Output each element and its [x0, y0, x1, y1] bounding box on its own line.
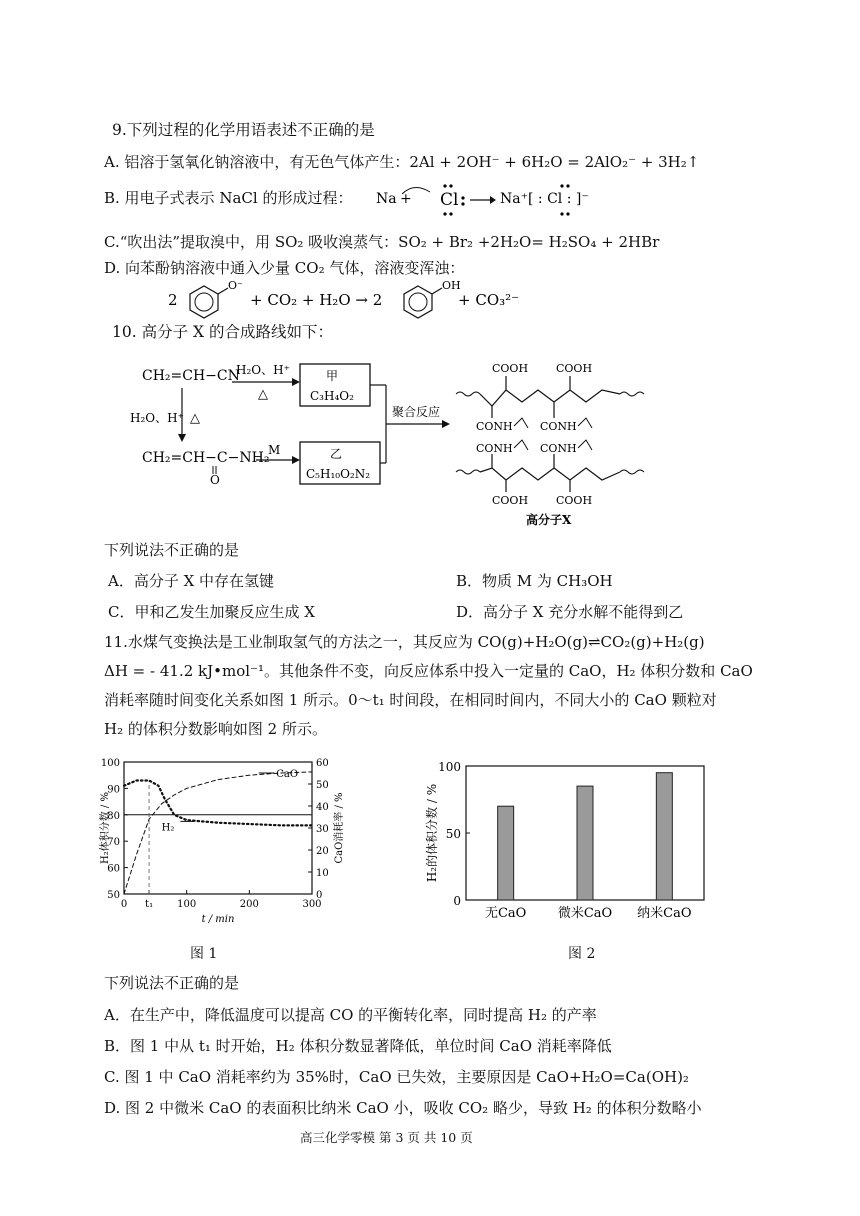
q9-option-a: A. 铝溶于氢氧化钠溶液中，有无色气体产生：2Al + 2OH⁻ + 6H₂O = 2AlO₂⁻ + 3H₂↑ — [104, 153, 700, 171]
q9-stem: 9.下列过程的化学用语表述不正确的是 — [112, 121, 375, 139]
q10-option-d: D．高分子 X 充分水解不能得到乙 — [456, 603, 684, 621]
q11-option-d: D. 图 2 中微米 CaO 的表面积比纳米 CaO 小，吸收 CO₂ 略少，导致 H₂ 的体积分数略小 — [104, 1099, 702, 1117]
q11-option-a: A．在生产中，降低温度可以提高 CO 的平衡转化率，同时提高 H₂ 的产率 — [104, 1006, 597, 1024]
q10-option-a: A．高分子 X 中存在氢键 — [108, 572, 275, 590]
nacl-electron-formula — [370, 176, 630, 220]
svg-text:CONH: CONH — [476, 420, 513, 433]
y-tick-label: 50 — [107, 890, 120, 901]
svg-text:+ CO₂ + H₂O → 2: + CO₂ + H₂O → 2 — [250, 291, 383, 309]
category-label: 纳米CaO — [637, 906, 692, 921]
q11-line-4: H₂ 的体积分数影响如图 2 所示。 — [104, 720, 327, 738]
y-tick-label: 100 — [438, 760, 461, 774]
y-axis-label: H₂的体积分数 / % — [425, 783, 439, 883]
svg-text:△: △ — [190, 411, 200, 426]
y-tick-label: 100 — [100, 758, 120, 769]
polymer-x-structure — [456, 362, 644, 507]
page-footer: 高三化学零模 第 3 页 共 10 页 — [300, 1130, 473, 1145]
q11-option-b: B．图 1 中从 t₁ 时开始，H₂ 体积分数显著降低，单位时间 CaO 消耗率降低 — [104, 1037, 612, 1055]
y-tick-label: 90 — [107, 784, 120, 796]
figure-2-chart — [418, 752, 718, 932]
q10-option-c: C．甲和乙发生加聚反应生成 X — [108, 603, 315, 621]
svg-text:甲: 甲 — [326, 369, 339, 383]
y-tick-label: 0 — [453, 894, 461, 908]
x-tick-label: 300 — [302, 899, 322, 910]
figure-1-chart — [96, 748, 356, 938]
polymer-x-label: 高分子X — [526, 513, 572, 527]
series-line-cao — [124, 772, 312, 894]
y2-tick-label: 40 — [316, 802, 329, 813]
y-tick-label: 50 — [445, 827, 461, 841]
svg-text:COOH: COOH — [556, 362, 593, 375]
synthesis-scheme — [130, 350, 730, 530]
figure-1-caption: 图 1 — [190, 946, 218, 962]
svg-text:+ CO₃²⁻: + CO₃²⁻ — [458, 291, 520, 309]
y2-axis-label: CaO消耗率 / % — [334, 792, 345, 864]
benzene-ring-1 — [190, 286, 218, 318]
acrylonitrile: CH₂=CH−CN — [142, 368, 240, 384]
acrylamide: CH₂=CH−C−NH₂ — [142, 450, 270, 466]
q11-line-3: 消耗率随时间变化关系如图 1 所示。0～t₁ 时间段，在相同时间内，不同大小的 CaO 颗粒对 — [104, 691, 717, 709]
h2-legend-label: H₂ — [161, 822, 175, 834]
cl-symbol: Cl — [440, 190, 459, 210]
svg-text:COOH: COOH — [556, 494, 593, 507]
svg-text:OH: OH — [442, 279, 461, 292]
phenol-equation — [160, 276, 540, 322]
svg-text:O⁻: O⁻ — [228, 279, 243, 292]
svg-text:H₂O、H⁺: H₂O、H⁺ — [236, 363, 290, 377]
y-axis-label: H₂体积分数 / % — [100, 792, 111, 864]
svg-text:CONH: CONH — [476, 442, 513, 455]
x-axis-label: t / min — [201, 914, 235, 925]
y2-tick-label: 30 — [316, 824, 329, 835]
q11-line-2: ΔH = - 41.2 kJ•mol⁻¹。其他条件不变，向反应体系中投入一定量的 CaO，H₂ 体积分数和 CaO — [104, 662, 753, 680]
x-tick-label: 100 — [177, 899, 197, 910]
polymerization-label: 聚合反应 — [392, 405, 441, 419]
x-tick-label: 200 — [239, 899, 259, 910]
x-tick-label: t₁ — [145, 899, 154, 910]
y2-tick-label: 50 — [316, 780, 329, 791]
svg-text:CONH: CONH — [540, 420, 577, 433]
q9-option-d: D. 向苯酚钠溶液中通入少量 CO₂ 气体，溶液变浑浊： — [104, 259, 465, 277]
svg-text:CONH: CONH — [540, 442, 577, 455]
na-symbol: Na — [376, 191, 397, 207]
q11-option-c: C. 图 1 中 CaO 消耗率约为 35%时，CaO 已失效，主要原因是 CaO+H₂O=Ca(OH)₂ — [104, 1068, 689, 1086]
bar — [577, 786, 593, 900]
q10-stem: 10. 高分子 X 的合成路线如下： — [112, 323, 333, 341]
svg-text:COOH: COOH — [492, 494, 529, 507]
q9-option-c: C.“吹出法”提取溴中，用 SO₂ 吸收溴蒸气：SO₂ + Br₂ +2H₂O= H₂SO₄ + 2HBr — [104, 233, 660, 251]
bar — [656, 773, 672, 900]
y-tick-label: 70 — [107, 837, 120, 849]
nacl-product: Na⁺[ : Cl : ]⁻ — [500, 191, 589, 207]
q9-option-b-prefix: B. 用电子式表示 NaCl 的形成过程： — [104, 189, 353, 207]
figure-2-caption: 图 2 — [568, 946, 596, 962]
y-tick-label: 60 — [107, 863, 120, 875]
bar — [498, 806, 514, 900]
svg-text:COOH: COOH — [492, 362, 529, 375]
y-tick-label: 80 — [107, 810, 120, 822]
cao-legend-label: CaO — [276, 769, 299, 780]
svg-text:2: 2 — [168, 291, 178, 309]
q10-lead: 下列说法不正确的是 — [104, 541, 240, 559]
svg-text:△: △ — [258, 387, 268, 402]
svg-text:O: O — [210, 473, 220, 487]
y2-tick-label: 20 — [316, 846, 329, 857]
category-label: 微米CaO — [557, 906, 613, 921]
benzene-ring-2 — [404, 286, 432, 318]
category-label: 无CaO — [484, 906, 527, 921]
y2-tick-label: 10 — [316, 868, 329, 879]
q10-option-b: B．物质 M 为 CH₃OH — [456, 572, 613, 590]
y2-tick-label: 0 — [316, 890, 323, 901]
svg-text:H₂O、H⁺: H₂O、H⁺ — [130, 411, 184, 425]
svg-text:C₅H₁₀O₂N₂: C₅H₁₀O₂N₂ — [306, 467, 371, 481]
svg-text:M: M — [268, 443, 281, 457]
y2-tick-label: 60 — [316, 758, 329, 769]
series-line-h2 — [124, 780, 312, 825]
q11-lead: 下列说法不正确的是 — [104, 974, 240, 992]
x-tick-label: 0 — [120, 899, 128, 910]
q11-line-1: 11.水煤气变换法是工业制取氢气的方法之一，其反应为 CO(g)+H₂O(g)⇌CO₂(g)+H₂(g) — [104, 633, 705, 651]
svg-text:C₃H₄O₂: C₃H₄O₂ — [310, 389, 354, 403]
svg-text:+: + — [400, 191, 412, 207]
svg-text:乙: 乙 — [330, 447, 343, 461]
